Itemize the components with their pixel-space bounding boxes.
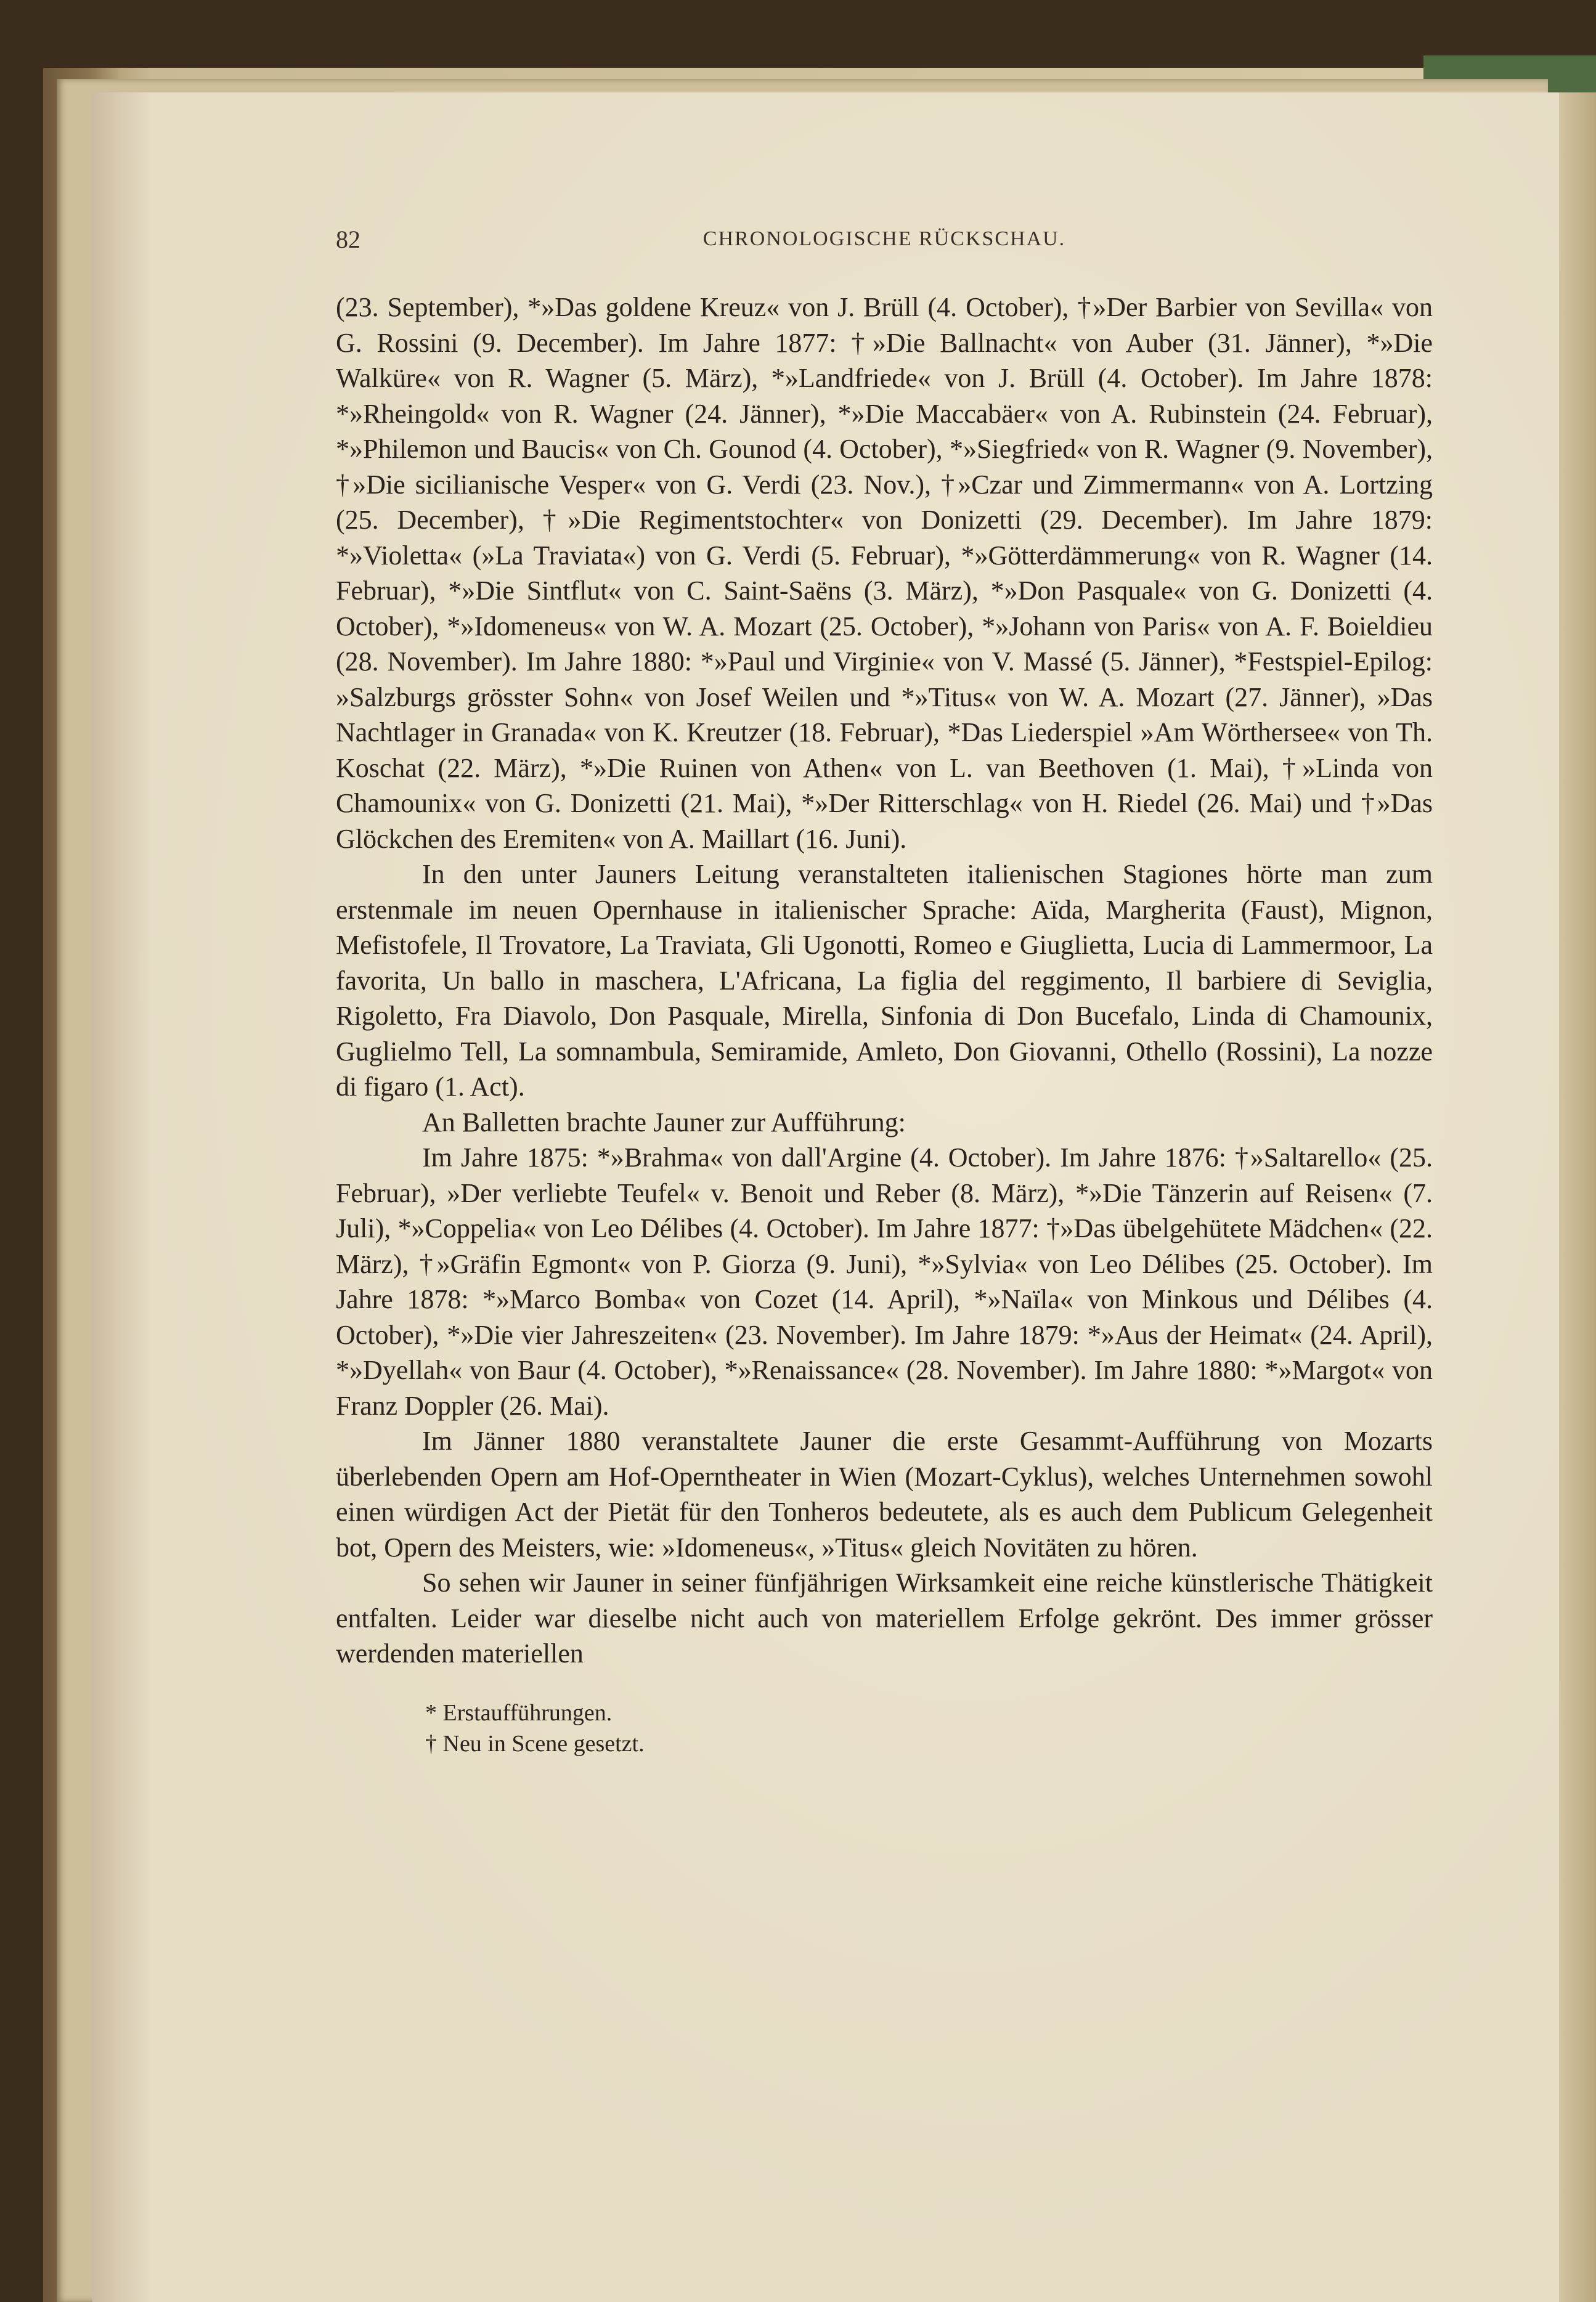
footnotes bbox=[336, 1698, 1433, 1759]
paragraph-ballets: Im Jahre 1875: *»Brahma« von dall'Argine (4. October). Im Jahre 1876: †»Saltarello« (25. Februar), »Der verliebte Teufel« v. Benoit und Reber (8. März), *»Die Tänzerin auf Reisen« (7. Juli), *»Coppelia« von Leo Délibes (4. October). Im Jahre 1877: †»Das übelgehütete Mädchen« (22. März), †»Gräfin Egmont« von P. Giorza (9. Juni), *»Sylvia« von Leo Délibes (25. October). Im Jahre 1878: *»Marco Bomba« von Cozet (14. April), *»Naïla« von Minkous und Délibes (4. October), *»Die vier Jahreszeiten« (23. November). Im Jahre 1879: *»Aus der Heimat« (24. April), *»Dyellah« von Baur (4. October), *»Renaissance« (28. November). Im Jahre 1880: *»Margot« von Franz Doppler (26. Mai). bbox=[336, 1142, 1433, 1421]
page-header bbox=[336, 225, 1433, 262]
paragraph-mozart-cycle: Im Jänner 1880 veranstaltete Jauner die erste Gesammt-Aufführung von Mozarts überlebenden Opern am Hof-Operntheater in Wien (Mozart-Cyklus), welches Unternehmen sowohl einen würdigen Act der Pietät für den Tonheros bedeutete, als es auch dem Publicum Gelegenheit bot, Opern des Meisters, wie: »Idomeneus«, »Titus« gleich Novitäten zu hören. bbox=[336, 1426, 1433, 1563]
footnote-new-staging: † Neu in Scene gesetzt. bbox=[425, 1730, 645, 1757]
page-edge-right bbox=[1559, 92, 1596, 2302]
footnote-premiere: * Erstaufführungen. bbox=[425, 1699, 613, 1726]
paragraph-conclusion: So sehen wir Jauner in seiner fünfjährigen Wirksamkeit eine reiche künstlerische Thätigkeit entfalten. Leider war dieselbe nicht auch von materiellem Erfolge gekrönt. Des immer grösser werdenden materiellen bbox=[336, 1568, 1433, 1669]
running-head: CHRONOLOGISCHE RÜCKSCHAU. bbox=[702, 227, 1066, 250]
paragraph-italian-stagiones: In den unter Jauners Leitung veranstalteten italienischen Stagiones hörte man zum erstenmale im neuen Opernhause in italienischer Sprache: Aïda, Margherita (Faust), Mignon, Mefistofele, Il Trovatore, La Traviata, Gli Ugonotti, Romeo e Giuglietta, Lucia di Lammermoor, La favorita, Un ballo in maschera, L'Africana, La figlia del reggimento, Il barbiere di Seviglia, Rigoletto, Fra Diavolo, Don Pasquale, Mirella, Sinfonia di Don Bucefalo, Linda di Chamounix, Guglielmo Tell, La somnambula, Semiramide, Amleto, Don Giovanni, Othello (Rossini), La nozze di figaro (1. Act). bbox=[336, 859, 1433, 1102]
paragraph-opera-premieres: (23. September), *»Das goldene Kreuz« von J. Brüll (4. October), †»Der Barbier von Sevilla« von G. Rossini (9. December). Im Jahre 1877: †»Die Ballnacht« von Auber (31. Jänner), *»Die Walküre« von R. Wagner (5. März), *»Landfriede« von J. Brüll (4. October). Im Jahre 1878: *»Rheingold« von R. Wagner (24. Jänner), *»Die Maccabäer« von A. Rubinstein (24. Februar), *»Philemon und Baucis« von Ch. Gounod (4. October), *»Siegfried« von R. Wagner (9. November), †»Die sicilianische Vesper« von G. Verdi (23. Nov.), †»Czar und Zimmermann« von A. Lortzing (25. December), †»Die Regimentstochter« von Donizetti (29. December). Im Jahre 1879: *»Violetta« (»La Traviata«) von G. Verdi (5. Februar), *»Götterdämmerung« von R. Wagner (14. Februar), *»Die Sintflut« von C. Saint-Saëns (3. März), *»Don Pasquale« von G. Donizetti (4. October), *»Idomeneus« von W. A. Mozart (25. October), *»Johann von Paris« von A. F. Boieldieu (28. November). Im Jahre 1880: *»Paul und Virginie« von V. Massé (5. Jänner), *Festspiel-Epilog: »Salzburgs grösster Sohn« von Josef Weilen und *»Titus« von W. A. Mozart (27. Jänner), »Das Nachtlager in Granada« von K. Kreutzer (18. Februar), *Das Liederspiel »Am Wörthersee« von Th. Koschat (22. März), *»Die Ruinen von Athen« von L. van Beethoven (1. Mai), †»Linda von Chamounix« von G. Donizetti (21. Mai), *»Der Ritterschlag« von H. Riedel (26. Mai) und †»Das Glöckchen des Eremiten« von A. Maillart (16. Juni). bbox=[336, 292, 1433, 854]
paragraph-ballet-intro: An Balletten brachte Jauner zur Aufführung: bbox=[422, 1107, 906, 1137]
page-number: 82 bbox=[336, 226, 360, 253]
body-text bbox=[336, 290, 1433, 1759]
